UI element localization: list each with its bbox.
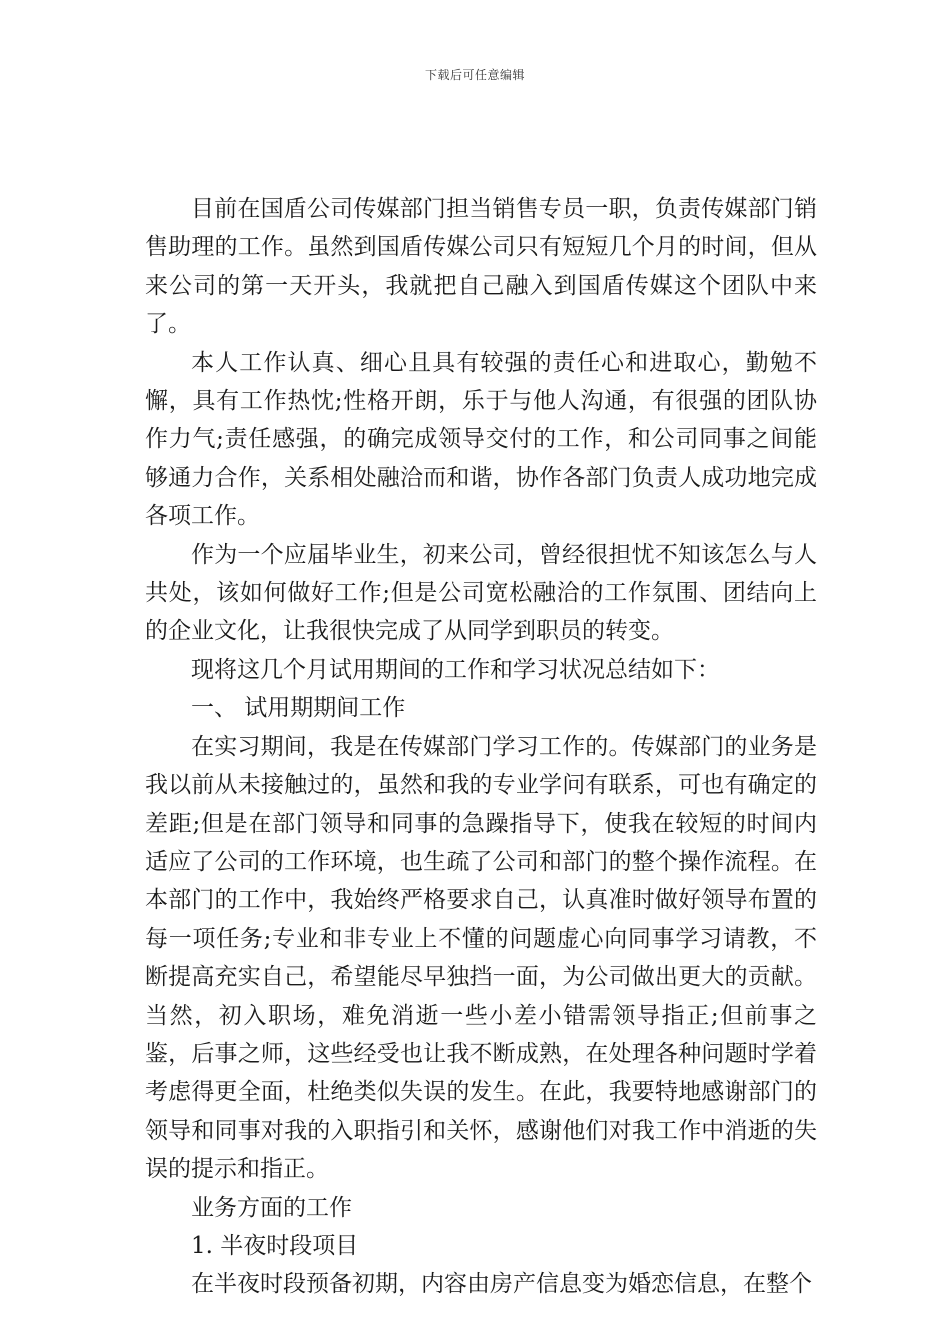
paragraph-internship: 在实习期间，我是在传媒部门学习工作的。传媒部门的业务是我以前从未接触过的，虽然和我的专业学问有联系，可也有确定的差距;但是在部门领导和同事的急躁指导下，使我在较短的时间内适应了公司的工作环境，也生疏了公司和部门的整个操作流程。在本部门的工作中，我始终严格要求自己，认真准时做好领导布置的每一项任务;专业和非专业上不懂的问题虚心向同事学习请教，不断提高充实自己，希望能尽早独挡一面，为公司做出更大的贡献。当然，初入职场，难免消逝一些小差小错需领导指正;但前事之鉴，后事之师，这些经受也让我不断成熟，在处理各种问题时学着考虑得更全面，杜绝类似失误的发生。在此，我要特地感谢部门的领导和同事对我的入职指引和关怀，感谢他们对我工作中消逝的失误的提示和指正。 (145, 733, 817, 1183)
paragraph-summary-lead: 现将这几个月试用期间的工作和学习状况总结如下： (191, 656, 720, 683)
document-body (145, 190, 817, 1304)
subheading-midnight-project: 1. 半夜时段项目 (191, 1232, 359, 1259)
paragraph-graduate: 作为一个应届毕业生，初来公司，曾经很担忧不知该怎么与人共处，该如何做好工作;但是公司宽松融洽的工作氛围、团结向上的企业文化，让我很快完成了从同学到职员的转变。 (145, 541, 817, 645)
section-heading-business: 业务方面的工作 (191, 1194, 352, 1221)
paragraph-midnight: 在半夜时段预备初期，内容由房产信息变为婚恋信息，在整个 (191, 1271, 812, 1298)
page-header: 下载后可任意编辑 (424, 68, 525, 82)
paragraph-personality: 本人工作认真、细心且具有较强的责任心和进取心，勤勉不懈，具有工作热忱;性格开朗，乐于与他人沟通，有很强的团队协作力气;责任感强，的确完成领导交付的工作，和公司同事之间能够通力合作，关系相处融洽而和谐，协作各部门负责人成功地完成各项工作。 (145, 349, 817, 530)
paragraph-intro: 目前在国盾公司传媒部门担当销售专员一职，负责传媒部门销售助理的工作。虽然到国盾传媒公司只有短短几个月的时间，但从来公司的第一天开头，我就把自己融入到国盾传媒这个团队中来了。 (145, 196, 817, 338)
section-heading-probation: 一、 试用期期间工作 (191, 695, 406, 722)
